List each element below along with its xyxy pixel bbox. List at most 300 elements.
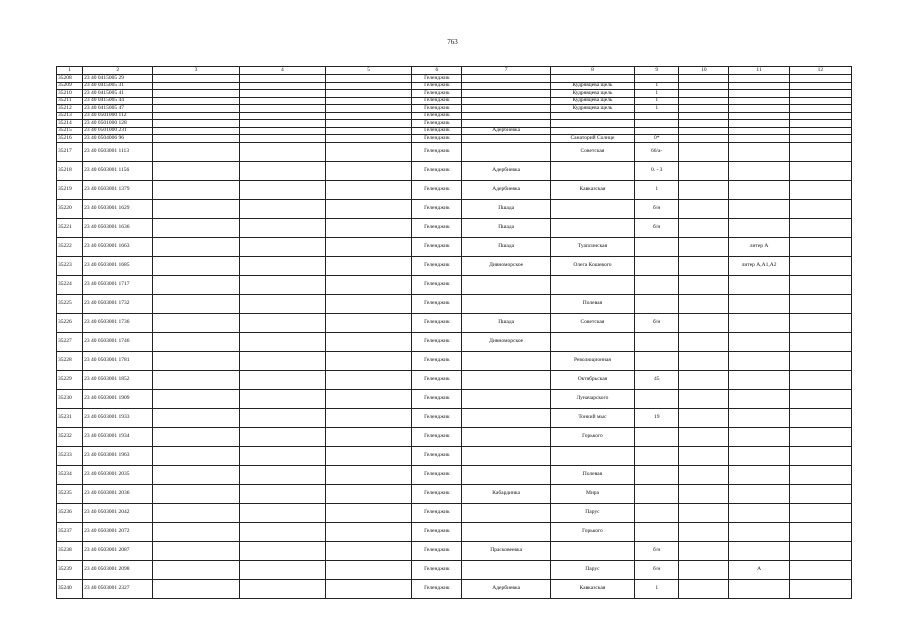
table-cell-col-4: [239, 82, 325, 90]
table-cell-col-11: [729, 427, 789, 446]
table-cell-col-1: 35214: [57, 120, 83, 128]
table-row: [57, 446, 852, 465]
table-cell-col-2: 23 40 0503001 1113: [83, 142, 153, 161]
table-cell-col-9: 0*: [635, 135, 679, 143]
table-cell-col-10: [679, 351, 729, 370]
table-cell-col-8: Туапсинская: [550, 237, 634, 256]
table-cell-col-6: Геленджик: [412, 332, 462, 351]
table-cell-col-10: [679, 579, 729, 598]
table-cell-col-2: 23 40 0503001 1852: [83, 370, 153, 389]
table-cell-col-2: 23 40 0503001 1746: [83, 332, 153, 351]
table-cell-col-5: [325, 142, 411, 161]
table-cell-col-9: [635, 256, 679, 275]
table-cell-col-9: б/н: [635, 218, 679, 237]
table-cell-col-7: [462, 135, 550, 143]
table-cell-col-3: [153, 142, 239, 161]
table-cell-col-7: [462, 389, 550, 408]
table-cell-col-1: 35209: [57, 82, 83, 90]
table-cell-col-5: [325, 408, 411, 427]
table-cell-col-11: [729, 97, 789, 105]
column-header-6: 6: [412, 67, 462, 75]
table-cell-col-11: [729, 120, 789, 128]
table-cell-col-2: 23 40 0415005 47: [83, 105, 153, 113]
table-cell-col-10: [679, 541, 729, 560]
column-header-4: 4: [239, 67, 325, 75]
table-cell-col-1: 35234: [57, 465, 83, 484]
table-cell-col-11: [729, 180, 789, 199]
table-cell-col-6: Геленджик: [412, 579, 462, 598]
table-row: [57, 82, 852, 90]
table-cell-col-4: [239, 161, 325, 180]
table-cell-col-2: 23 40 0503001 1736: [83, 313, 153, 332]
table-cell-col-8: Кавказская: [550, 579, 634, 598]
table-cell-col-5: [325, 579, 411, 598]
table-cell-col-12: [789, 389, 851, 408]
table-cell-col-8: Кудрявцева щель: [550, 105, 634, 113]
table-cell-col-8: [550, 112, 634, 120]
table-cell-col-2: 23 40 0504006 96: [83, 135, 153, 143]
table-cell-col-10: [679, 127, 729, 135]
table-cell-col-9: [635, 427, 679, 446]
table-cell-col-5: [325, 97, 411, 105]
table-cell-col-1: 35226: [57, 313, 83, 332]
table-cell-col-12: [789, 484, 851, 503]
table-cell-col-4: [239, 112, 325, 120]
table-cell-col-4: [239, 389, 325, 408]
table-cell-col-2: 23 40 0503001 1781: [83, 351, 153, 370]
table-cell-col-10: [679, 97, 729, 105]
table-cell-col-12: [789, 522, 851, 541]
table-cell-col-5: [325, 75, 411, 83]
table-cell-col-4: [239, 97, 325, 105]
table-cell-col-5: [325, 503, 411, 522]
table-cell-col-3: [153, 237, 239, 256]
table-cell-col-4: [239, 427, 325, 446]
table-cell-col-1: 35231: [57, 408, 83, 427]
table-cell-col-7: [462, 120, 550, 128]
table-cell-col-8: [550, 127, 634, 135]
table-cell-col-4: [239, 294, 325, 313]
table-cell-col-8: Октябрьская: [550, 370, 634, 389]
table-cell-col-2: 23 40 0503001 1663: [83, 237, 153, 256]
table-cell-col-8: [550, 75, 634, 83]
table-cell-col-4: [239, 275, 325, 294]
table-row: [57, 579, 852, 598]
table-row: [57, 97, 852, 105]
table-cell-col-6: Геленджик: [412, 503, 462, 522]
table-cell-col-6: Геленджик: [412, 522, 462, 541]
table-cell-col-5: [325, 127, 411, 135]
table-cell-col-4: [239, 237, 325, 256]
table-cell-col-4: [239, 370, 325, 389]
table-cell-col-4: [239, 218, 325, 237]
table-cell-col-5: [325, 370, 411, 389]
table-cell-col-3: [153, 484, 239, 503]
table-cell-col-9: [635, 127, 679, 135]
table-cell-col-7: Кабардинка: [462, 484, 550, 503]
table-cell-col-11: [729, 313, 789, 332]
table-cell-col-12: [789, 97, 851, 105]
table-cell-col-9: 0. - 3: [635, 161, 679, 180]
table-cell-col-9: 66/а-: [635, 142, 679, 161]
table-cell-col-8: Санаторий Солнце: [550, 135, 634, 143]
table-cell-col-9: [635, 465, 679, 484]
table-row: [57, 465, 852, 484]
table-cell-col-12: [789, 427, 851, 446]
table-row: [57, 332, 852, 351]
table-cell-col-9: [635, 75, 679, 83]
table-cell-col-1: 35213: [57, 112, 83, 120]
table-cell-col-2: 23 40 0503001 1934: [83, 427, 153, 446]
column-header-9: 9: [635, 67, 679, 75]
table-cell-col-3: [153, 351, 239, 370]
table-row: [57, 161, 852, 180]
table-cell-col-2: 23 40 0503001 1379: [83, 180, 153, 199]
table-cell-col-3: [153, 294, 239, 313]
table-cell-col-11: [729, 294, 789, 313]
table-cell-col-4: [239, 484, 325, 503]
table-cell-col-1: 35222: [57, 237, 83, 256]
table-cell-col-1: 35238: [57, 541, 83, 560]
table-cell-col-8: [550, 332, 634, 351]
table-cell-col-3: [153, 218, 239, 237]
table-cell-col-10: [679, 218, 729, 237]
table-cell-col-12: [789, 105, 851, 113]
table-cell-col-7: [462, 75, 550, 83]
table-row: [57, 127, 852, 135]
table-cell-col-9: 1: [635, 579, 679, 598]
table-cell-col-6: Геленджик: [412, 82, 462, 90]
table-cell-col-2: 23 40 0503001 2327: [83, 579, 153, 598]
table-cell-col-1: 35212: [57, 105, 83, 113]
table-cell-col-7: [462, 560, 550, 579]
table-cell-col-9: б/н: [635, 313, 679, 332]
table-cell-col-5: [325, 112, 411, 120]
table-cell-col-7: [462, 427, 550, 446]
table-cell-col-8: Полевая: [550, 294, 634, 313]
table-cell-col-6: Геленджик: [412, 313, 462, 332]
table-cell-col-12: [789, 503, 851, 522]
table-body: [57, 75, 852, 599]
table-row: [57, 135, 852, 143]
table-cell-col-10: [679, 332, 729, 351]
table-cell-col-9: [635, 446, 679, 465]
table-cell-col-9: [635, 503, 679, 522]
table-cell-col-11: [729, 522, 789, 541]
table-cell-col-6: Геленджик: [412, 142, 462, 161]
table-cell-col-7: [462, 465, 550, 484]
table-cell-col-7: [462, 90, 550, 98]
page-number: 763: [447, 38, 458, 46]
table-cell-col-11: [729, 112, 789, 120]
table-cell-col-12: [789, 199, 851, 218]
table-cell-col-4: [239, 90, 325, 98]
table-cell-col-5: [325, 446, 411, 465]
table-cell-col-5: [325, 484, 411, 503]
table-cell-col-7: [462, 82, 550, 90]
table-cell-col-12: [789, 237, 851, 256]
table-cell-col-5: [325, 275, 411, 294]
column-header-7: 7: [462, 67, 550, 75]
table-cell-col-12: [789, 82, 851, 90]
table-cell-col-5: [325, 120, 411, 128]
table-cell-col-10: [679, 199, 729, 218]
table-cell-col-1: 35240: [57, 579, 83, 598]
table-cell-col-1: 35239: [57, 560, 83, 579]
table-cell-col-6: Геленджик: [412, 97, 462, 105]
column-header-1: 1: [57, 67, 83, 75]
table-cell-col-4: [239, 560, 325, 579]
table-cell-col-10: [679, 484, 729, 503]
table-cell-col-10: [679, 112, 729, 120]
table-cell-col-3: [153, 180, 239, 199]
table-cell-col-2: 23 40 0501000 112: [83, 112, 153, 120]
table-cell-col-12: [789, 579, 851, 598]
table-cell-col-8: Мира: [550, 484, 634, 503]
table-cell-col-2: 23 40 0503001 1685: [83, 256, 153, 275]
table-cell-col-10: [679, 105, 729, 113]
table-cell-col-8: [550, 275, 634, 294]
table-cell-col-3: [153, 161, 239, 180]
table-row: [57, 294, 852, 313]
table-cell-col-11: [729, 332, 789, 351]
table-cell-col-3: [153, 90, 239, 98]
table-cell-col-7: Адербиевка: [462, 579, 550, 598]
table-cell-col-6: Геленджик: [412, 370, 462, 389]
table-cell-col-10: [679, 256, 729, 275]
table-cell-col-8: [550, 541, 634, 560]
table-cell-col-9: [635, 294, 679, 313]
table-cell-col-12: [789, 465, 851, 484]
table-cell-col-3: [153, 503, 239, 522]
table-row: [57, 199, 852, 218]
table-cell-col-6: Геленджик: [412, 484, 462, 503]
table-cell-col-4: [239, 446, 325, 465]
table-cell-col-8: [550, 446, 634, 465]
table-cell-col-2: 23 40 0503001 1629: [83, 199, 153, 218]
table-cell-col-11: [729, 82, 789, 90]
table-cell-col-9: [635, 484, 679, 503]
table-cell-col-3: [153, 97, 239, 105]
table-cell-col-7: Прасковеевка: [462, 541, 550, 560]
table-cell-col-4: [239, 135, 325, 143]
table-row: [57, 503, 852, 522]
table-cell-col-5: [325, 294, 411, 313]
table-row: [57, 560, 852, 579]
column-header-5: 5: [325, 67, 411, 75]
table-cell-col-6: Геленджик: [412, 351, 462, 370]
table-cell-col-4: [239, 142, 325, 161]
table-cell-col-6: Геленджик: [412, 199, 462, 218]
table-cell-col-7: Пшада: [462, 237, 550, 256]
table-cell-col-4: [239, 180, 325, 199]
table-cell-col-5: [325, 161, 411, 180]
table-cell-col-6: Геленджик: [412, 275, 462, 294]
table-cell-col-3: [153, 560, 239, 579]
table-cell-col-8: Кудрявцева щель: [550, 90, 634, 98]
table-cell-col-4: [239, 465, 325, 484]
column-header-2: 2: [83, 67, 153, 75]
table-cell-col-5: [325, 313, 411, 332]
table-row: [57, 541, 852, 560]
table-cell-col-12: [789, 75, 851, 83]
table-cell-col-2: 23 40 0501000 231: [83, 127, 153, 135]
table-cell-col-3: [153, 541, 239, 560]
table-cell-col-11: [729, 370, 789, 389]
table-cell-col-11: литер А,А1,А2: [729, 256, 789, 275]
table-cell-col-1: 35228: [57, 351, 83, 370]
table-cell-col-2: 23 40 0503001 1963: [83, 446, 153, 465]
table-cell-col-9: 45: [635, 370, 679, 389]
column-header-10: 10: [679, 67, 729, 75]
table-cell-col-4: [239, 522, 325, 541]
table-cell-col-1: 35221: [57, 218, 83, 237]
table-cell-col-1: 35219: [57, 180, 83, 199]
table-cell-col-2: 23 40 0503001 2035: [83, 465, 153, 484]
table-cell-col-3: [153, 120, 239, 128]
table-cell-col-1: 35230: [57, 389, 83, 408]
table-cell-col-5: [325, 218, 411, 237]
table-cell-col-12: [789, 560, 851, 579]
table-cell-col-7: [462, 503, 550, 522]
table-row: [57, 120, 852, 128]
table-cell-col-7: Пшада: [462, 313, 550, 332]
table-cell-col-7: [462, 275, 550, 294]
table-cell-col-7: [462, 142, 550, 161]
table-cell-col-5: [325, 105, 411, 113]
table-cell-col-12: [789, 120, 851, 128]
table-cell-col-6: Геленджик: [412, 465, 462, 484]
table-cell-col-12: [789, 351, 851, 370]
table-cell-col-5: [325, 332, 411, 351]
table-cell-col-9: [635, 389, 679, 408]
table-cell-col-4: [239, 579, 325, 598]
header-row: [57, 67, 852, 75]
table-cell-col-9: [635, 332, 679, 351]
table-cell-col-6: Геленджик: [412, 218, 462, 237]
table-cell-col-6: Геленджик: [412, 560, 462, 579]
table-cell-col-6: Геленджик: [412, 105, 462, 113]
table-cell-col-10: [679, 275, 729, 294]
table-cell-col-6: Геленджик: [412, 75, 462, 83]
table-cell-col-10: [679, 370, 729, 389]
table-cell-col-10: [679, 161, 729, 180]
table-cell-col-2: 23 40 0503001 1156: [83, 161, 153, 180]
table-cell-col-6: Геленджик: [412, 180, 462, 199]
table-cell-col-11: [729, 541, 789, 560]
table-row: [57, 389, 852, 408]
table-cell-col-2: 23 40 0503001 1732: [83, 294, 153, 313]
table-cell-col-11: [729, 127, 789, 135]
table-cell-col-4: [239, 332, 325, 351]
table-cell-col-4: [239, 541, 325, 560]
table-cell-col-8: [550, 161, 634, 180]
table-cell-col-12: [789, 127, 851, 135]
table-cell-col-2: 23 40 0503001 2098: [83, 560, 153, 579]
table-cell-col-6: Геленджик: [412, 389, 462, 408]
table-cell-col-11: [729, 465, 789, 484]
table-cell-col-3: [153, 579, 239, 598]
table-cell-col-10: [679, 142, 729, 161]
table-cell-col-2: 23 40 0415005 41: [83, 90, 153, 98]
table-cell-col-6: Геленджик: [412, 427, 462, 446]
table-cell-col-10: [679, 120, 729, 128]
table-cell-col-9: [635, 112, 679, 120]
table-cell-col-2: 23 40 0415005 29: [83, 75, 153, 83]
table-cell-col-4: [239, 408, 325, 427]
table-cell-col-11: [729, 389, 789, 408]
table-cell-col-7: Пшада: [462, 199, 550, 218]
table-cell-col-10: [679, 75, 729, 83]
table-cell-col-12: [789, 142, 851, 161]
table-cell-col-11: [729, 503, 789, 522]
table-cell-col-10: [679, 408, 729, 427]
registry-table: [56, 66, 852, 599]
table-cell-col-7: Адербиевка: [462, 180, 550, 199]
table-cell-col-5: [325, 237, 411, 256]
table-cell-col-1: 35211: [57, 97, 83, 105]
table-cell-col-8: Горького: [550, 522, 634, 541]
table-cell-col-3: [153, 199, 239, 218]
table-cell-col-9: 1: [635, 180, 679, 199]
table-cell-col-9: б/н: [635, 560, 679, 579]
table-cell-col-5: [325, 256, 411, 275]
table-cell-col-10: [679, 82, 729, 90]
table-cell-col-5: [325, 351, 411, 370]
table-cell-col-9: б/н: [635, 541, 679, 560]
table-cell-col-12: [789, 180, 851, 199]
table-cell-col-2: 23 40 0503001 2042: [83, 503, 153, 522]
table-cell-col-4: [239, 120, 325, 128]
table-cell-col-3: [153, 275, 239, 294]
table-cell-col-9: [635, 120, 679, 128]
table-cell-col-3: [153, 408, 239, 427]
table-cell-col-12: [789, 218, 851, 237]
table-cell-col-7: Адербиевка: [462, 161, 550, 180]
table-cell-col-12: [789, 135, 851, 143]
table-row: [57, 105, 852, 113]
table-row: [57, 90, 852, 98]
table-cell-col-6: Геленджик: [412, 237, 462, 256]
table-cell-col-4: [239, 75, 325, 83]
table-cell-col-8: Парус: [550, 503, 634, 522]
table-cell-col-9: [635, 275, 679, 294]
table-cell-col-3: [153, 313, 239, 332]
table-cell-col-5: [325, 82, 411, 90]
table-row: [57, 484, 852, 503]
table-cell-col-11: [729, 105, 789, 113]
table-row: [57, 275, 852, 294]
table-cell-col-12: [789, 256, 851, 275]
table-cell-col-9: 1: [635, 97, 679, 105]
table-cell-col-6: Геленджик: [412, 112, 462, 120]
table-cell-col-2: 23 40 0503001 1909: [83, 389, 153, 408]
table-cell-col-12: [789, 90, 851, 98]
column-header-12: 12: [789, 67, 851, 75]
table-cell-col-11: литер А: [729, 237, 789, 256]
table-cell-col-6: Геленджик: [412, 161, 462, 180]
table-cell-col-3: [153, 112, 239, 120]
table-cell-col-6: Геленджик: [412, 541, 462, 560]
table-cell-col-3: [153, 75, 239, 83]
table-cell-col-11: [729, 275, 789, 294]
table-cell-col-2: 23 40 0503001 1933: [83, 408, 153, 427]
table-cell-col-1: 35229: [57, 370, 83, 389]
table-cell-col-12: [789, 275, 851, 294]
table-cell-col-11: [729, 446, 789, 465]
table-cell-col-10: [679, 135, 729, 143]
table-cell-col-3: [153, 465, 239, 484]
